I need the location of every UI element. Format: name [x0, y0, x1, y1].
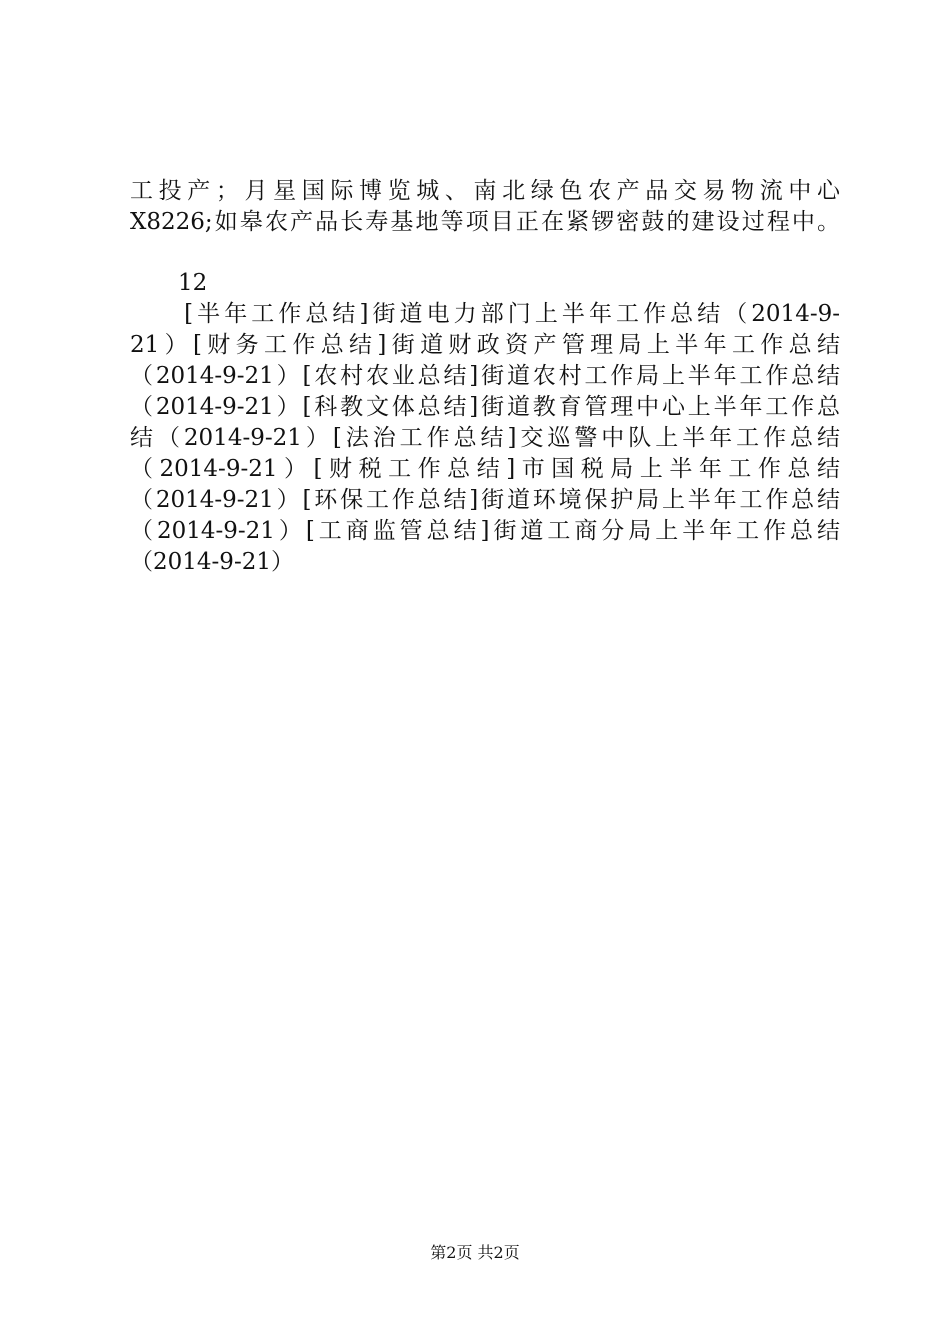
paragraph-1-line-1: 工投产；月星国际博览城、南北绿色农产品交易物流中心 — [130, 178, 840, 204]
paragraph-2-line-4: （2014-9-21）[科教文体总结]街道教育管理中心上半年工作总 — [130, 394, 840, 420]
number-line: 12 — [178, 270, 208, 296]
paragraph-2-line-6: （2014-9-21）[财税工作总结]市国税局上半年工作总结 — [130, 456, 840, 482]
paragraph-2-line-9: （2014-9-21） — [130, 549, 294, 575]
paragraph-2-line-5: 结（2014-9-21）[法治工作总结]交巡警中队上半年工作总结 — [130, 425, 840, 451]
paragraph-2-line-8: （2014-9-21）[工商监管总结]街道工商分局上半年工作总结 — [130, 518, 840, 544]
page-footer: 第2页 共2页 — [430, 1243, 520, 1262]
paragraph-1-line-2: X8226;如皋农产品长寿基地等项目正在紧锣密鼓的建设过程中。 — [130, 209, 840, 235]
paragraph-2-line-3: （2014-9-21）[农村农业总结]街道农村工作局上半年工作总结 — [130, 363, 840, 389]
paragraph-2-line-2: 21）[财务工作总结]街道财政资产管理局上半年工作总结 — [130, 332, 840, 358]
paragraph-2-line-1: [半年工作总结]街道电力部门上半年工作总结（2014-9- — [130, 301, 840, 327]
paragraph-2-line-7: （2014-9-21）[环保工作总结]街道环境保护局上半年工作总结 — [130, 487, 840, 513]
